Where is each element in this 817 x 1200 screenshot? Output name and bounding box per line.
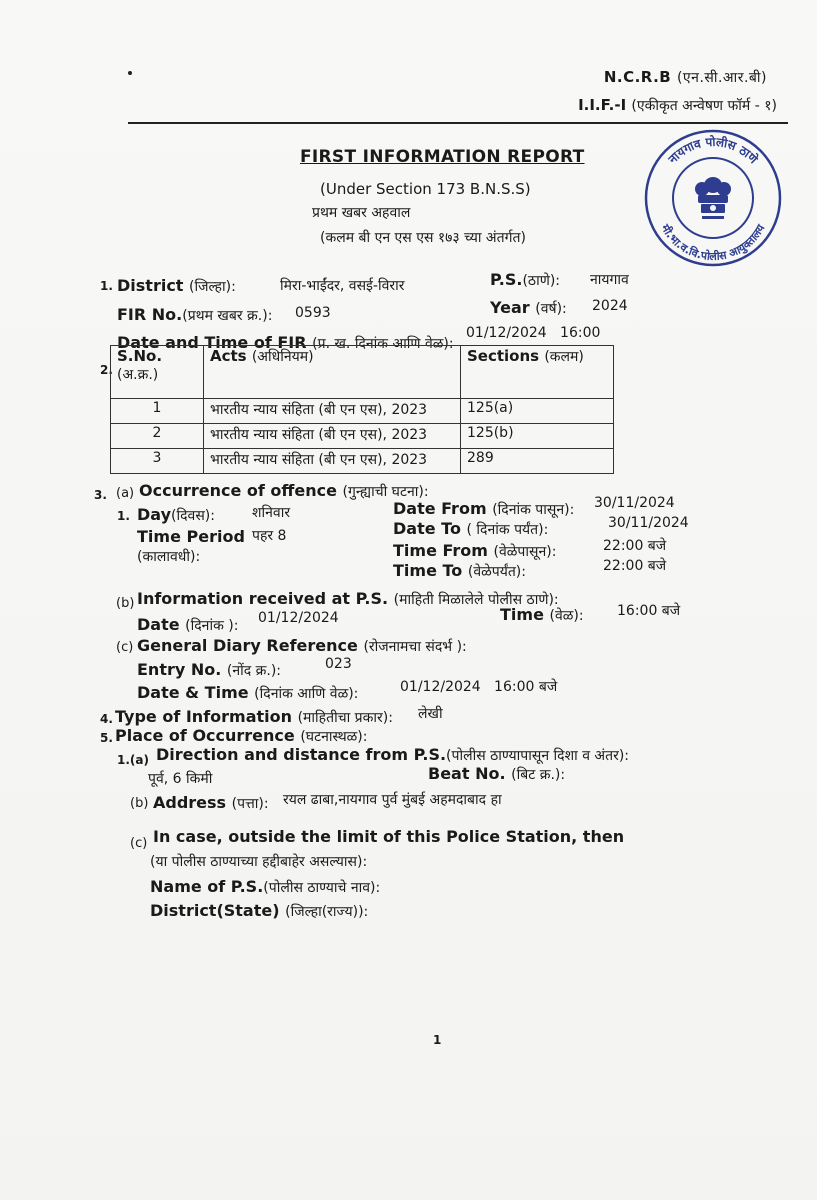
fir-datetime-label: Date and Time of FIR (प्र. ख. दिनांक आणि वेळ):	[117, 333, 454, 352]
date-from-value: 30/11/2024	[594, 495, 675, 511]
section-3b-marker: (b)	[116, 596, 135, 611]
table-row: 1 भारतीय न्याय संहिता (बी एन एस), 2023 125(a)	[111, 399, 614, 424]
dev-section-text: (कलम बी एन एस एस १७३ च्या अंतर्गत)	[320, 230, 526, 246]
section-2-number: 2.	[100, 363, 113, 377]
svg-text:मी.भा.व.वि.पोलीस आयुक्तालय	[658, 221, 768, 263]
gd-reference-label: General Diary Reference (रोजनामचा संदर्भ ):	[137, 636, 467, 655]
stamp-seal-icon	[642, 127, 784, 269]
date-to-label: Date To ( दिनांक पर्यंत):	[393, 519, 549, 538]
page-number: 1	[433, 1033, 442, 1047]
under-section-text: (Under Section 173 B.N.S.S)	[320, 180, 531, 198]
time-from-label: Time From (वेळेपासून):	[393, 541, 557, 560]
outside-limit-label: In case, outside the limit of this Police Station, then	[153, 827, 625, 846]
acts-sections-table	[110, 345, 614, 474]
address-label: Address (पत्ता):	[153, 793, 269, 812]
ps-name-label: Name of P.S.(पोलीस ठाण्याचे नाव):	[150, 877, 381, 896]
direction-distance-value: पूर्व, 6 किमी	[148, 771, 213, 787]
ncrb-header	[604, 68, 767, 87]
section-3c-marker: (c)	[116, 640, 134, 655]
info-time-value: 16:00 बजे	[617, 603, 681, 619]
fir-datetime-value: 01/12/2024 16:00	[466, 325, 601, 341]
section-5-1a-number: 1.(a)	[117, 753, 149, 767]
ps-value: नायगाव	[590, 272, 629, 288]
header-rule	[128, 122, 788, 124]
district-label: District (जिल्हा):	[117, 276, 236, 295]
dev-title-text: प्रथम खबर अहवाल	[312, 205, 411, 221]
type-of-info-value: लेखी	[418, 706, 443, 722]
district-state-label: District(State) (जिल्हा(राज्य)):	[150, 901, 369, 920]
entry-no-value: 023	[325, 656, 352, 672]
info-date-label: Date (दिनांक ):	[137, 615, 239, 634]
acts-header: Acts (अधिनियम)	[204, 346, 461, 399]
iif-form-label: I.I.F.-I	[578, 96, 627, 114]
emblem-icon	[695, 177, 731, 219]
info-received-label: Information received at P.S. (माहिती मिळालेले पोलीस ठाणे):	[137, 589, 559, 608]
section-3a1-number: 1.	[117, 509, 130, 523]
date-to-value: 30/11/2024	[608, 515, 689, 531]
document-title: FIRST INFORMATION REPORT	[300, 147, 585, 167]
direction-distance-label: Direction and distance from P.S.(पोलीस ठाण्यापासून दिशा व अंतर):	[156, 745, 630, 764]
section-5c-marker: (c)	[130, 836, 148, 851]
stamp-ring-top: नायगाव पोलीस ठाणे	[665, 134, 761, 167]
time-to-label: Time To (वेळेपर्यंत):	[393, 561, 526, 580]
year-label: Year (वर्ष):	[490, 298, 567, 317]
section-1-number: 1.	[100, 279, 113, 293]
sections-header: Sections (कलम)	[461, 346, 614, 399]
section-3-number: 3.	[94, 488, 107, 502]
time-from-value: 22:00 बजे	[603, 538, 667, 554]
occurrence-label: Occurrence of offence (गुन्ह्याची घटना):	[139, 481, 429, 500]
ncrb-label: N.C.R.B	[603, 68, 672, 86]
time-period-label-dev: (कालावधी):	[137, 549, 201, 565]
outside-limit-label-dev: (या पोलीस ठाण्याच्या हद्दीबाहेर असल्यास):	[150, 854, 368, 870]
stamp-ring-bottom: मी.भा.व.वि.पोलीस आयुक्तालय	[658, 222, 768, 264]
day-value: शनिवार	[252, 505, 291, 521]
date-from-label: Date From (दिनांक पासून):	[393, 499, 575, 518]
table-row: 2 भारतीय न्याय संहिता (बी एन एस), 2023 125(b)	[111, 424, 614, 449]
fir-no-label: FIR No.(प्रथम खबर क्र.):	[117, 305, 273, 324]
day-label: Day(दिवस):	[137, 505, 215, 524]
ps-label: P.S.(ठाणे):	[490, 270, 560, 289]
gd-datetime-value: 01/12/2024 16:00 बजे	[400, 679, 558, 695]
section-5b-marker: (b)	[130, 796, 149, 811]
district-value: मिरा-भाईंदर, वसई-विरार	[280, 278, 405, 294]
table-header-row	[111, 346, 614, 399]
section-3a-marker: (a)	[116, 486, 135, 501]
time-period-label: Time Period	[137, 527, 245, 546]
type-of-info-label: Type of Information (माहितीचा प्रकार):	[115, 707, 393, 726]
info-time-label: Time (वेळ):	[500, 605, 584, 624]
time-to-value: 22:00 बजे	[603, 558, 667, 574]
iif-header	[578, 96, 777, 115]
fir-no-value: 0593	[295, 305, 331, 321]
info-date-value: 01/12/2024	[258, 610, 339, 626]
year-value: 2024	[592, 298, 628, 314]
time-period-value: पहर 8	[252, 528, 287, 544]
section-4-number: 4.	[100, 712, 113, 726]
beat-no-label: Beat No. (बिट क्र.):	[428, 764, 566, 783]
gd-datetime-label: Date & Time (दिनांक आणि वेळ):	[137, 683, 359, 702]
entry-no-label: Entry No. (नोंद क्र.):	[137, 660, 282, 679]
section-5-number: 5.	[100, 731, 113, 745]
place-of-occurrence-label: Place of Occurrence (घटनास्थळ):	[115, 726, 368, 745]
ink-speck	[128, 71, 132, 75]
address-value: रयल ढाबा,नायगाव पुर्व मुंबई अहमदाबाद हा	[283, 792, 502, 808]
sno-header: S.No. (अ.क्र.)	[111, 346, 204, 399]
table-row: 3 भारतीय न्याय संहिता (बी एन एस), 2023 289	[111, 449, 614, 474]
police-station-stamp	[642, 127, 784, 269]
iif-form-label-dev: (एकीकृत अन्वेषण फॉर्म - १)	[631, 98, 777, 114]
ncrb-label-dev: (एन.सी.आर.बी)	[676, 70, 767, 86]
